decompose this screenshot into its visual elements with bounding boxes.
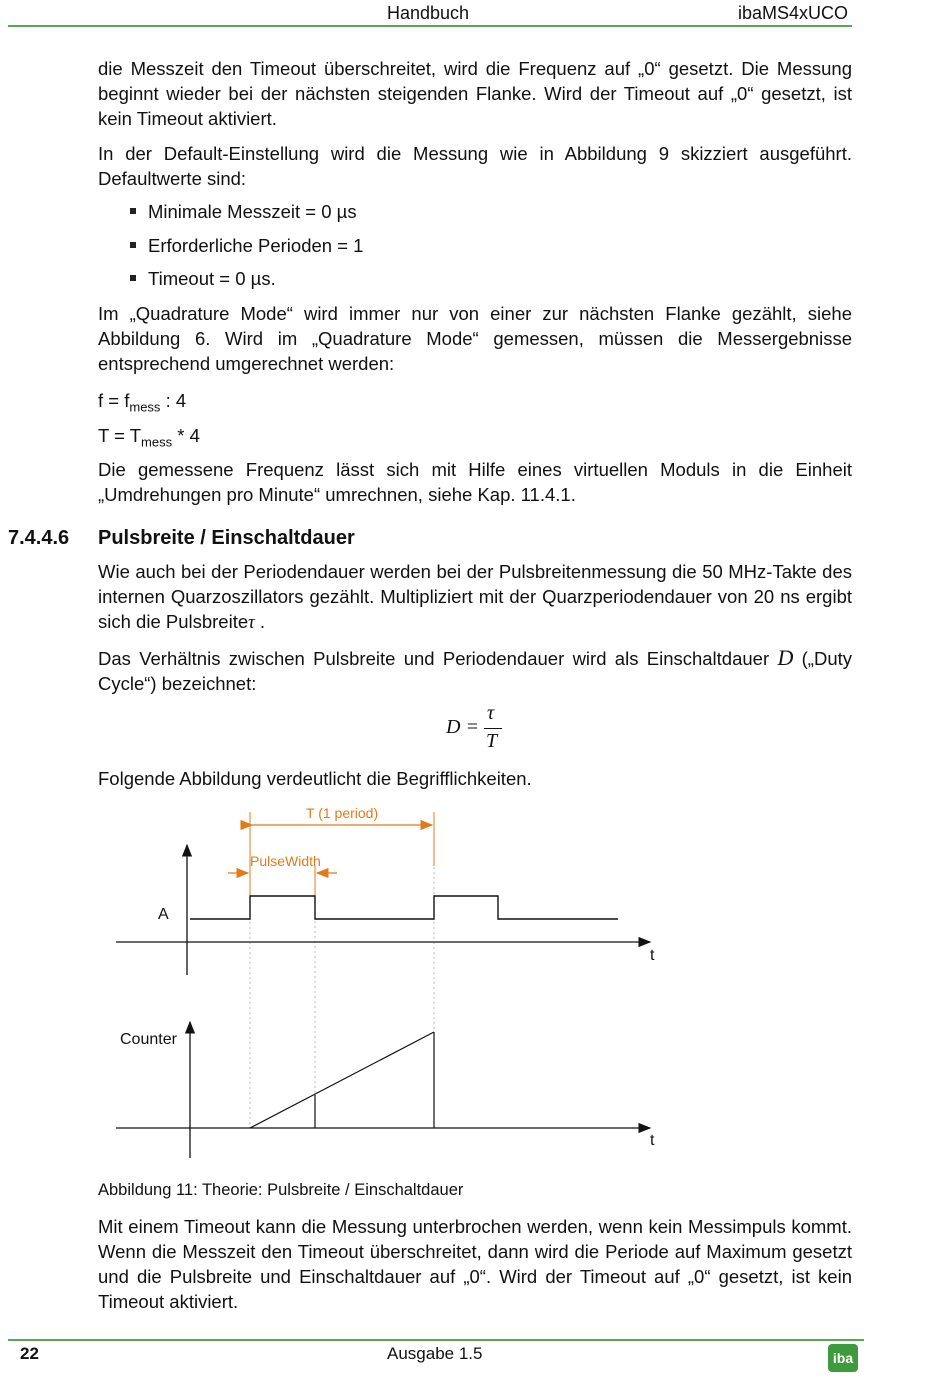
paragraph-4: Die gemessene Frequenz lässt sich mit Hilfe eines virtuellen Moduls in die Einheit „Umdrehungen pro Minute“ umrechnen, siehe Kap. 11.4.1. <box>98 459 852 505</box>
bullet-text: Timeout = 0 µs. <box>148 268 276 289</box>
section-title: Pulsbreite / Einschaltdauer <box>98 527 355 549</box>
iba-logo: iba <box>828 1344 858 1372</box>
page-number: 22 <box>20 1344 39 1363</box>
header-title: Handbuch <box>387 3 470 23</box>
bullet-text: Erforderliche Perioden = 1 <box>148 235 364 256</box>
pulse-waveform <box>190 896 618 919</box>
duty-cycle-formula: D = τ T <box>446 706 516 756</box>
footer-rule <box>8 1339 864 1341</box>
counter-label: Counter <box>120 1031 177 1048</box>
edition-label: Ausgabe 1.5 <box>387 1344 483 1363</box>
formula-frequency: $f = f_{mess}$ : 4 <box>98 390 187 415</box>
paragraph-2: In der Default-Einstellung wird die Messung wie in Abbildung 9 skizziert ausgeführt. Defaultwerte sind: <box>98 143 852 189</box>
paragraph-7: Folgende Abbildung verdeutlicht die Begrifflichkeiten. <box>98 768 532 789</box>
signal-t-label: t <box>650 947 655 964</box>
header-product: ibaMS4xUCO <box>738 3 849 23</box>
paragraph-3: Im „Quadrature Mode“ wird immer nur von einer zur nächsten Flanke gezählt, siehe Abbildung 6. Wird im „Quadrature Mode“ gemessen, müssen die Messergebnisse entsprechend umgerechnet werden: <box>98 303 852 374</box>
paragraph-1: die Messzeit den Timeout überschreitet, wird die Frequenz auf „0“ gesetzt. Die Messung beginnt wieder bei der nächsten steigenden Flanke. Wird der Timeout auf „0“ gesetzt, ist kein Timeout aktiviert. <box>98 58 852 129</box>
paragraph-6: Das Verhältnis zwischen Pulsbreite und Periodendauer wird als Einschaltdauer D („Duty Cycle“) bezeichnet: <box>98 645 852 694</box>
paragraph-5: Wie auch bei der Periodendauer werden bei der Pulsbreitenmessung die 50 MHz-Takte des internen Quarzoszillators gezählt. Multipliziert mit der Quarzperiodendauer von 20 ns ergibt sich die Pulsbreiteτ . <box>98 561 852 633</box>
closing-paragraph: Mit einem Timeout kann die Messung unterbrochen werden, wenn kein Messimpuls kommt. Wenn die Messzeit den Timeout überschreitet, dann wird die Periode auf Maximum gesetzt und die Pulsbreite und Einschaltdauer auf „0“. Wird der Timeout auf „0“ gesetzt, ist kein Timeout aktiviert. <box>98 1216 852 1312</box>
period-label: T (1 period) <box>306 805 379 821</box>
figure-caption: Abbildung 11: Theorie: Pulsbreite / Einschaltdauer <box>98 1181 464 1199</box>
counter-t-label: t <box>650 1132 655 1149</box>
signal-label: A <box>158 906 169 923</box>
counter-ramp <box>250 1032 434 1128</box>
bullet-text: Minimale Messzeit = 0 µs <box>148 201 357 222</box>
pulsewidth-label: PulseWidth <box>250 853 321 869</box>
formula-period: $T = T_{mess} * 4$ <box>98 425 200 450</box>
section-number: 7.4.4.6 <box>8 527 70 549</box>
